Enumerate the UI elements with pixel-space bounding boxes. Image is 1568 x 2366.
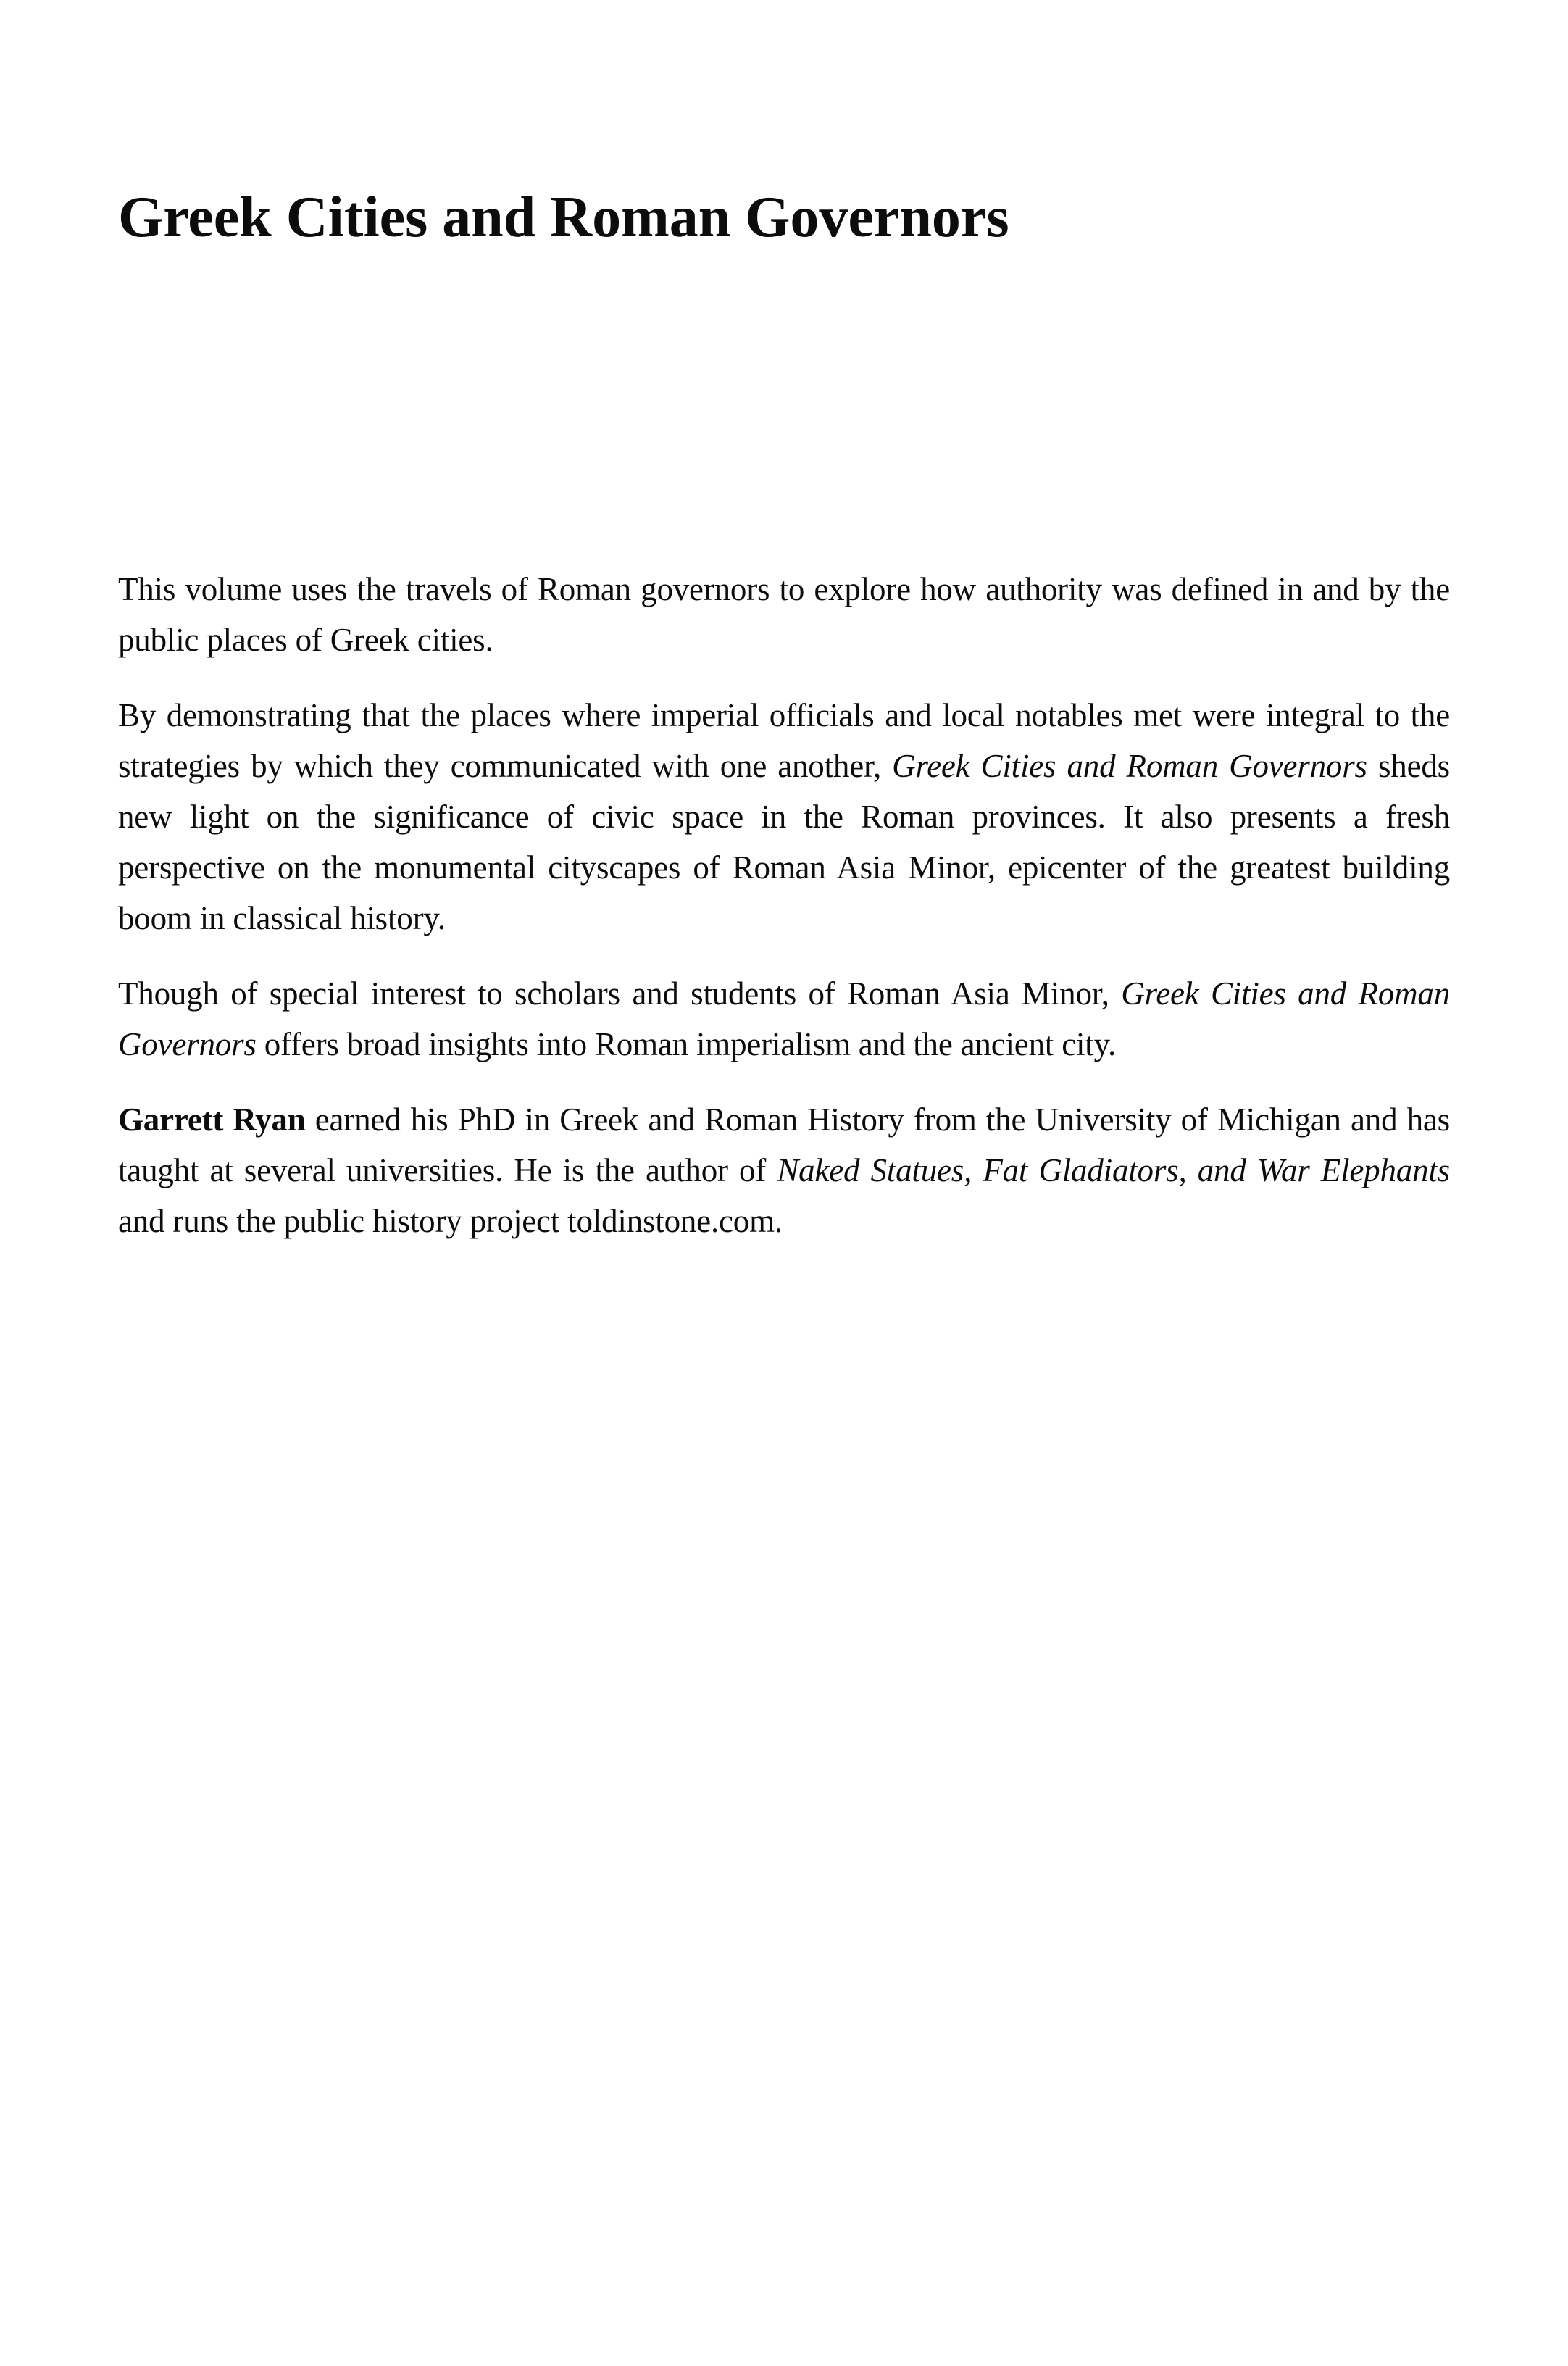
text-run-normal: Though of special interest to scholars and students of Roman Asia Minor, [118,975,1122,1012]
paragraph [118,1094,1450,1246]
text-run-italic: Greek Cities and Roman Governors [118,975,1451,1062]
paragraph [118,968,1450,1070]
text-run-normal: This volume uses the travels of Roman governors to explore how authority was defined in and by the public places of Greek cities. [118,571,1450,658]
text-run-bold: Garrett Ryan [118,1101,306,1138]
text-run-normal: offers broad insights into Roman imperialism and the ancient city. [256,1026,1117,1062]
text-run-italic: Naked Statues, Fat Gladiators, and War Elephants [777,1152,1450,1188]
text-run-normal: earned his PhD in Greek and Roman History from the University of Michigan and has taught at several universities. He is the author of [118,1101,1450,1188]
text-run-normal: By demonstrating that the places where imperial officials and local notables met were integral to the strategies by which they communicated with one another, [118,697,1450,784]
text-run-normal: sheds new light on the significance of civic space in the Roman provinces. It also presents a fresh perspective on the monumental cityscapes of Roman Asia Minor, epicenter of the greatest building boom in classical history. [118,748,1450,936]
book-title: Greek Cities and Roman Governors [118,186,1009,249]
paragraph [118,690,1450,944]
text-run-normal: and runs the public history project toldinstone.com. [118,1203,783,1239]
text-run-italic: Greek Cities and Roman Governors [892,748,1367,784]
description-paragraphs [118,564,1450,1246]
paragraph [118,564,1450,665]
